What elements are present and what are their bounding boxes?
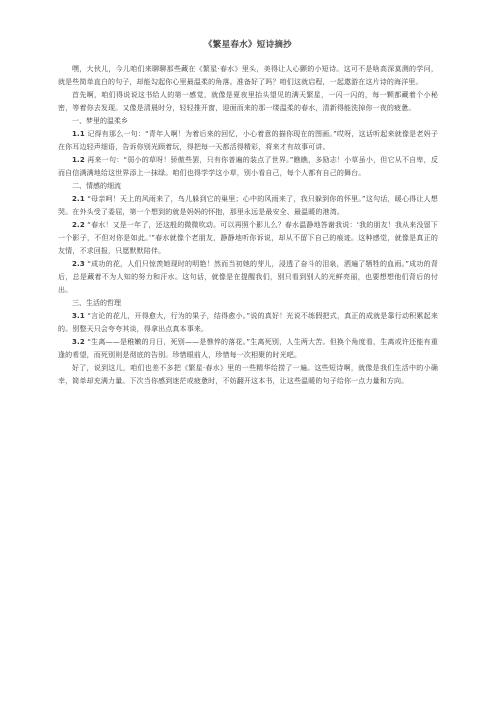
- section-item-2-2: [58, 219, 438, 258]
- item-text: “春水！又是一年了，还这般的微微吹动。可以再照个影儿么？春水温静地答谢我说：‘我的朋友！我从来没留下一个影子，不但对你是如此。’”春水就像个老朋友，静静地听你诉说，却从不留下自己的痕迹。这种感觉，就像是真正的友情，不求回报，只愿默默陪伴。: [58, 221, 438, 255]
- item-number: 2.3: [72, 260, 85, 268]
- outro-paragraph: 好了，说到这儿，咱们也差不多把《繁星·春水》里的一些精华给捞了一遍。这些短诗啊，就像是我们生活中的小确幸，简单却充满力量。下次当你感到迷茫或疲惫时，不妨翻开这本书，让这些温暖的句子给你一点力量和方向。: [58, 364, 438, 385]
- item-number: 3.2: [72, 338, 85, 346]
- section-item-2-1: [58, 193, 438, 219]
- section-heading-3: 三、生活的哲理: [72, 299, 121, 307]
- section-item-1-2: [58, 154, 438, 180]
- item-text: “成功的花，人们只惊羡她现时的明艳！然而当初她的芽儿，浸透了奋斗的泪泉，洒遍了牺牲的血雨。”成功的背后，总是藏着不为人知的努力和汗水。这句话，就像是在提醒我们，别只看到别人的光鲜亮丽，也要想想他们背后的付出。: [58, 260, 438, 294]
- section-heading-2: 二、情感的细流: [72, 182, 121, 190]
- item-number: 2.1: [72, 195, 85, 203]
- item-number: 3.1: [72, 312, 85, 320]
- section-heading-1: 一、梦里的温柔乡: [72, 117, 128, 125]
- item-text: “生离——是稚嫩的月日，死别——是憔悴的落花。”生离死别，人生两大苦。但换个角度看，生离或许还能有重逢的希望，而死别则是彻底的告别。珍惜眼前人，珍惜每一次相聚的时光吧。: [58, 338, 438, 359]
- section-item-1-1: [58, 128, 438, 154]
- item-text: “母亲呵！天上的风雨来了，鸟儿躲到它的巢里；心中的风雨来了，我只躲到你的怀里。”这句话，暖心得让人想哭。在外头受了委屈，第一个想到的就是妈妈的怀抱，那里永远是最安全、最温暖的港湾。: [58, 195, 438, 216]
- item-number: 1.2: [72, 156, 85, 164]
- item-number: 1.1: [72, 130, 85, 138]
- section-item-2-3: [58, 258, 438, 297]
- item-text: 再来一句：“弱小的草呀！骄傲些罢，只有你普遍的装点了世界。”瞧瞧，多励志！小草虽小，但它从不自卑，反而自信满满地给这世界添上一抹绿。咱们也得学学这小草，别小看自己，每个人都有自己的舞台。: [58, 156, 438, 177]
- document-title: 《繁星春水》短诗摘抄: [203, 40, 292, 50]
- item-text: “言论的花儿，开得愈大，行为的果子，结得愈小。”说的真好！光说不练假把式，真正的成就是靠行动积累起来的。别整天只会夸夸其谈，得拿出点真本事来。: [58, 312, 438, 333]
- section-item-3-2: [58, 336, 438, 362]
- section-item-3-1: [58, 310, 438, 336]
- item-number: 2.2: [72, 221, 85, 229]
- intro-paragraph-2: 首先啊，咱们得说说这书给人的第一感觉，就像是夏夜里抬头望见的满天繁星，一闪一闪的，每一颗都藏着个小秘密，等着你去发现。又像是清晨时分，轻轻推开窗，迎面而来的那一缕温柔的春水，清新得能洗掉你一夜的疲惫。: [58, 91, 438, 112]
- intro-paragraph-1: 嘿，大伙儿，今儿咱们来聊聊那些藏在《繁星·春水》里头，美得让人心颤的小短诗。这可不是啥高深莫测的学问，就是些简单直白的句子，却能勾起你心里最温柔的角落。准备好了吗？咱们这就启程，一起遨游在这片诗的海洋里。: [58, 65, 438, 86]
- item-text: 记得有那么一句：“青年人啊！为着后来的回忆，小心着意的描你现在的图画。”哎呀，这话听起来就像是老妈子在你耳边轻声细语，告诉你别光顾着玩，得把每一天都活得精彩，将来才有故事可讲。: [58, 130, 438, 151]
